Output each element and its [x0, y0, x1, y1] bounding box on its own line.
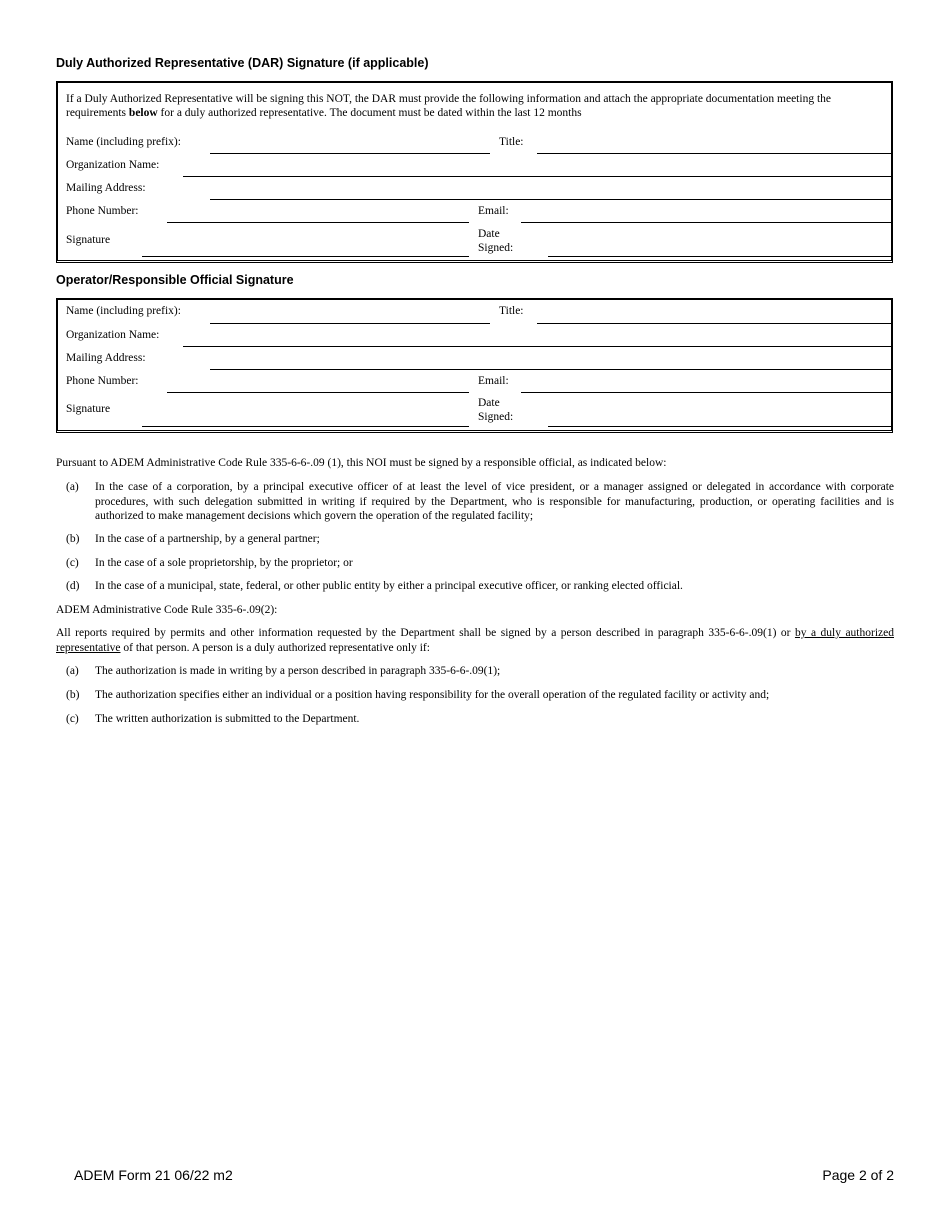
list-item: (b) The authorization specifies either an individual or a position having responsibility for the overall operation of the regulated facility or activity and;: [66, 689, 770, 701]
dar-mailing-label: Mailing Address:: [66, 182, 146, 194]
operator-name-field[interactable]: [210, 323, 490, 324]
dar-signature-field[interactable]: [142, 256, 469, 257]
list-item: (d) In the case of a municipal, state, federal, or other public entity by either a principal executive officer, or ranking elected official.: [66, 580, 683, 592]
list-item: (c) In the case of a sole proprietorship, by the proprietor; or: [66, 557, 353, 569]
dar-phone-field[interactable]: [167, 222, 469, 223]
dar-heading: Duly Authorized Representative (DAR) Signature (if applicable): [56, 56, 429, 70]
operator-email-label: Email:: [478, 375, 509, 387]
operator-date-field[interactable]: [548, 426, 893, 427]
dar-intro: If a Duly Authorized Representative will be signing this NOT, the DAR must provide the following information and attach the appropriate documentation meeting the requirements below for a duly authorized representative. The document must be dated within the last 12 months: [66, 93, 831, 119]
operator-box: [56, 298, 893, 433]
list-item: (c) The written authorization is submitted to the Department.: [66, 713, 360, 725]
operator-email-field[interactable]: [521, 392, 893, 393]
operator-title-label: Title:: [499, 305, 524, 317]
footer-page-number: Page 2 of 2: [822, 1167, 894, 1183]
operator-mailing-field[interactable]: [210, 369, 893, 370]
operator-name-label: Name (including prefix):: [66, 305, 181, 317]
list-item: (b) In the case of a partnership, by a general partner;: [66, 533, 320, 545]
dar-signature-label: Signature: [66, 234, 111, 246]
operator-signature-label: Signature: [66, 403, 111, 415]
operator-organization-label: Organization Name:: [66, 329, 160, 341]
dar-date-label: Date Signed:: [478, 228, 514, 254]
dar-organization-label: Organization Name:: [66, 159, 160, 171]
dar-mailing-field[interactable]: [210, 199, 893, 200]
dar-name-label: Name (including prefix):: [66, 136, 181, 148]
dar-email-field[interactable]: [521, 222, 893, 223]
operator-organization-field[interactable]: [183, 346, 893, 347]
footer-form-id: ADEM Form 21 06/22 m2: [74, 1167, 233, 1183]
operator-date-label: Date Signed:: [478, 397, 514, 423]
dar-name-field[interactable]: [210, 153, 490, 154]
duly-authorized-underline: by a duly authorized representative: [56, 627, 894, 654]
operator-title-field[interactable]: [537, 323, 893, 324]
dar-phone-label: Phone Number:: [66, 205, 139, 217]
rule-2-paragraph: All reports required by permits and other information requested by the Department shall be signed by a person described in paragraph 335-6-6-.09(1) or by a duly authorized representative of that person. A person is a duly authorized representative only if:: [56, 627, 894, 654]
list-item: (a) In the case of a corporation, by a principal executive officer of at least the level of vice president, or a manager assigned or delegated in accordance with corporate procedures, with such delegation submitted in writing if required by the Department, who is responsible for manufacturing, production, or operating facilities and is authorized to make management decisions which govern the operation of the regulated facility;: [66, 481, 894, 522]
dar-title-label: Title:: [499, 136, 524, 148]
dar-organization-field[interactable]: [183, 176, 893, 177]
operator-mailing-label: Mailing Address:: [66, 352, 146, 364]
rule-intro-paragraph: Pursuant to ADEM Administrative Code Rule 335-6-6-.09 (1), this NOI must be signed by a responsible official, as indicated below:: [56, 457, 667, 469]
dar-title-field[interactable]: [537, 153, 893, 154]
rule-2-heading: ADEM Administrative Code Rule 335-6-.09(2):: [56, 604, 278, 616]
list-item: (a) The authorization is made in writing by a person described in paragraph 335-6-6-.09(1);: [66, 665, 501, 677]
operator-signature-field[interactable]: [142, 426, 469, 427]
dar-box: [56, 81, 893, 263]
operator-heading: Operator/Responsible Official Signature: [56, 273, 294, 287]
dar-date-field[interactable]: [548, 256, 893, 257]
operator-phone-field[interactable]: [167, 392, 469, 393]
operator-phone-label: Phone Number:: [66, 375, 139, 387]
dar-email-label: Email:: [478, 205, 509, 217]
